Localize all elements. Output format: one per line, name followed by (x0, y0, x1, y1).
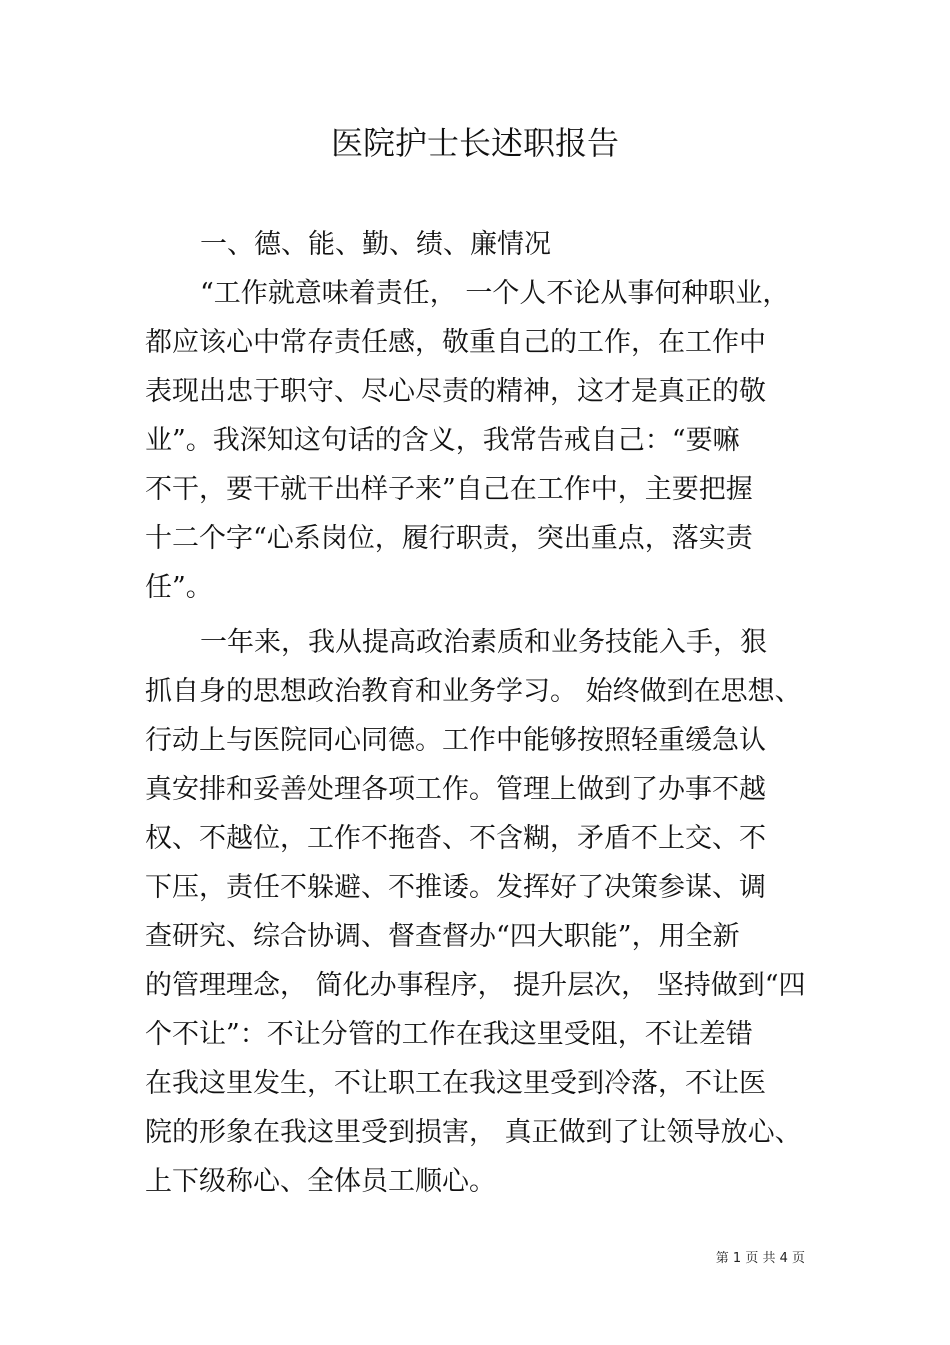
paragraph-1-line: 都应该心中常存责任感，敬重自己的工作，在工作中 (145, 327, 766, 358)
paragraph-1-line: 十二个字“心系岗位，履行职责，突出重点，落实责 (145, 523, 753, 554)
paragraph-2-line: 上下级称心、全体员工顺心。 (145, 1166, 496, 1197)
paragraph-2-line: 行动上与医院同心同德。工作中能够按照轻重缓急认 (145, 725, 766, 756)
paragraph-2-line: 下压，责任不躲避、不推诿。发挥好了决策参谋、调 (145, 872, 766, 903)
page-number: 第 1 页 共 4 页 (715, 1251, 805, 1266)
paragraph-1-line: 表现出忠于职守、尽心尽责的精神，这才是真正的敬 (145, 376, 766, 407)
paragraph-2-line: 抓自身的思想政治教育和业务学习。 始终做到在思想、 (145, 676, 802, 707)
paragraph-2-line: 一年来，我从提高政治素质和业务技能入手，狠 (200, 627, 767, 658)
paragraph-2-line: 在我这里发生，不让职工在我这里受到冷落，不让医 (145, 1068, 766, 1099)
document-title: 医院护士长述职报告 (330, 124, 619, 162)
paragraph-1-line: 不干，要干就干出样子来”自己在工作中，主要把握 (145, 474, 753, 505)
section-heading: 一、德、能、勤、绩、廉情况 (200, 229, 551, 260)
paragraph-1-line: 任”。 (145, 572, 213, 603)
paragraph-2-line: 院的形象在我这里受到损害， 真正做到了让领导放心、 (145, 1117, 802, 1148)
paragraph-1-line: “工作就意味着责任， 一个人不论从事何种职业， (200, 278, 790, 309)
paragraph-2-line: 个不让”：不让分管的工作在我这里受阻，不让差错 (145, 1019, 753, 1050)
paragraph-1-line: 业”。我深知这句话的含义，我常告戒自己：“要嘛 (145, 425, 740, 456)
paragraph-2-line: 的管理理念， 简化办事程序， 提升层次， 坚持做到“四 (145, 970, 806, 1001)
paragraph-2-line: 查研究、综合协调、督查督办“四大职能”，用全新 (145, 921, 740, 952)
paragraph-2-line: 真安排和妥善处理各项工作。管理上做到了办事不越 (145, 774, 766, 805)
paragraph-2-line: 权、不越位，工作不拖沓、不含糊，矛盾不上交、不 (145, 823, 766, 854)
